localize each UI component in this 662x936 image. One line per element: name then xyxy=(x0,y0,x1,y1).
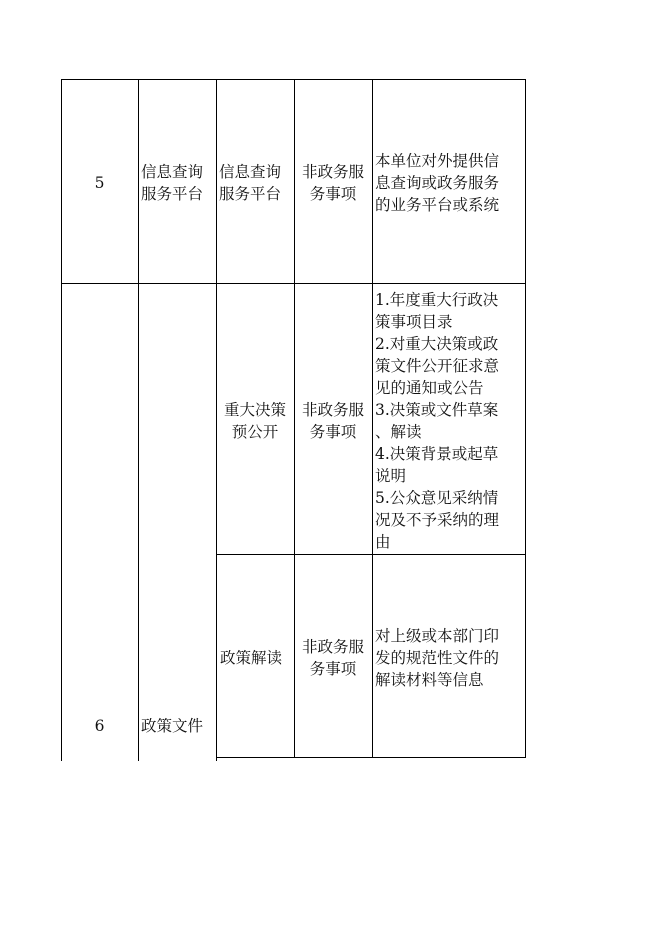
content-cell xyxy=(375,625,525,691)
sub-item-line: 服务平台 xyxy=(219,185,282,203)
category-cell xyxy=(141,161,216,205)
content-line: 由 xyxy=(375,533,391,551)
content-line: 策文件公开征求意 xyxy=(375,357,500,375)
content-line: 说明 xyxy=(375,467,407,485)
type-line: 非政务服 xyxy=(301,401,364,419)
content-line: 况及不予采纳的理 xyxy=(375,511,500,529)
row-index: 6 xyxy=(94,717,105,735)
content-line: 的业务平台或系统 xyxy=(375,196,500,214)
column-divider xyxy=(372,79,373,758)
content-line: 、解读 xyxy=(375,423,422,441)
table-right-border xyxy=(525,79,526,758)
column-divider xyxy=(138,79,139,761)
sub-item-cell xyxy=(216,399,294,443)
type-line: 务事项 xyxy=(309,660,357,678)
type-line: 务事项 xyxy=(309,185,357,203)
sub-item-cell xyxy=(220,647,294,669)
type-line: 非政务服 xyxy=(301,163,364,181)
content-cell xyxy=(375,289,525,553)
category-cell xyxy=(141,715,216,737)
type-line: 非政务服 xyxy=(301,638,364,656)
type-cell xyxy=(294,399,372,443)
sub-item-line: 政策解读 xyxy=(220,649,283,667)
content-line: 对上级或本部门印 xyxy=(375,627,500,645)
category-line: 服务平台 xyxy=(141,185,204,203)
content-line: 4.决策背景或起草 xyxy=(375,445,499,463)
content-line: 1.年度重大行政决 xyxy=(375,291,499,309)
content-line: 2.对重大决策或政 xyxy=(375,335,499,353)
content-line: 3.决策或文件草案 xyxy=(375,401,499,419)
sub-item-cell xyxy=(219,161,294,205)
type-cell xyxy=(294,636,372,680)
category-line: 信息查询 xyxy=(141,163,204,181)
content-cell xyxy=(375,150,525,216)
content-line: 息查询或政务服务 xyxy=(375,174,500,192)
content-line: 5.公众意见采纳情 xyxy=(375,489,499,507)
subrow-bottom-border xyxy=(216,757,526,758)
sub-item-line: 重大决策 xyxy=(223,401,286,419)
row-index: 5 xyxy=(94,174,105,192)
content-line: 见的通知或公告 xyxy=(375,379,484,397)
content-line: 发的规范性文件的 xyxy=(375,649,500,667)
sub-item-line: 预公开 xyxy=(231,423,279,441)
content-line: 解读材料等信息 xyxy=(375,671,484,689)
type-cell xyxy=(294,161,372,205)
category-line: 政策文件 xyxy=(141,717,204,735)
sub-item-line: 信息查询 xyxy=(219,163,282,181)
type-line: 务事项 xyxy=(309,423,357,441)
content-line: 本单位对外提供信 xyxy=(375,152,500,170)
content-line: 策事项目录 xyxy=(375,313,453,331)
subrow-divider xyxy=(216,554,526,555)
